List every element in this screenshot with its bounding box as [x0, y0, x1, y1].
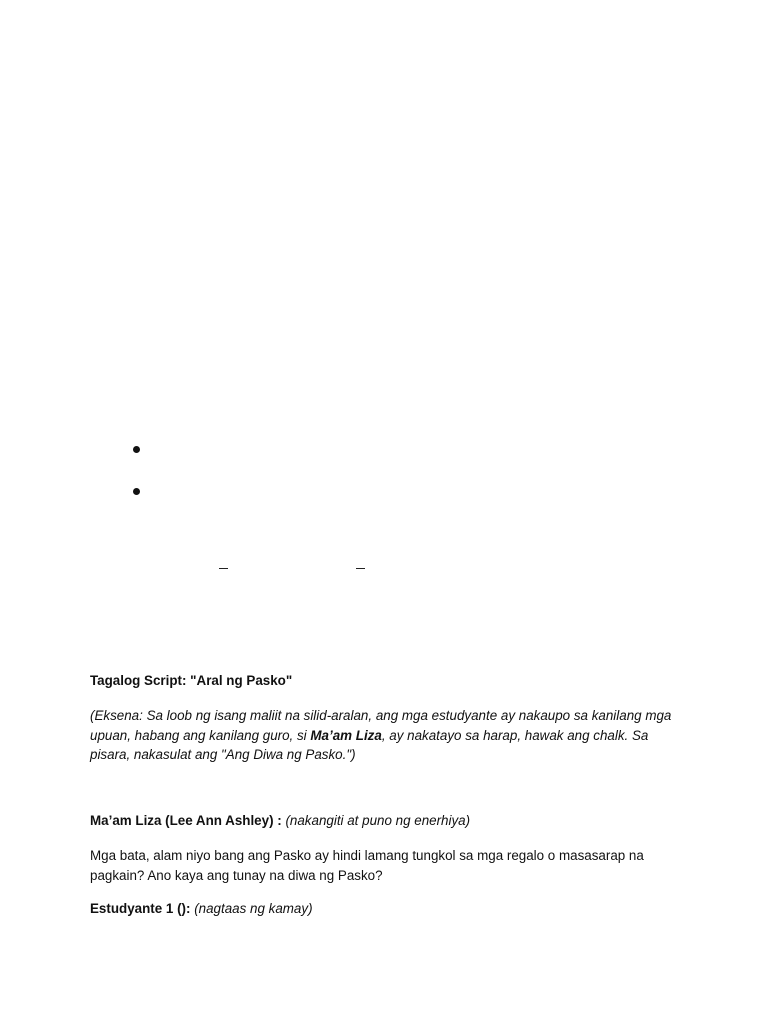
underscore-mark — [356, 568, 365, 569]
scene-text-before: (Eksena: Sa loob ng isang maliit na silid-aralan, ang mga estudyante ay nakaupo sa kanilang mga upuan, habang ang kanilang guro, si — [90, 708, 672, 743]
dialogue-text: Mga bata, alam niyo bang ang Pasko ay hindi lamang tungkol sa mga regalo o masasarap na pagkain? Ano kaya ang tunay na diwa ng Pasko? — [90, 848, 644, 883]
teacher-name: Ma’am Liza — [310, 727, 382, 743]
speaker-name: Estudyante 1 (): — [90, 901, 191, 916]
stage-direction: (nakangiti at puno ng enerhiya) — [285, 813, 471, 828]
bullet-point — [133, 488, 140, 495]
speaker-line — [90, 899, 690, 919]
bullet-point — [133, 446, 140, 453]
script-title: Tagalog Script: "Aral ng Pasko" — [90, 673, 293, 688]
scene-text-after: , ay nakatayo sa harap, hawak ang chalk. Sa pisara, nakasulat ang "Ang Diwa ng Pasko.") — [90, 727, 649, 762]
speaker-line — [90, 811, 690, 831]
underscore-mark — [219, 568, 228, 569]
speaker-name: Ma’am Liza (Lee Ann Ashley) : — [90, 813, 282, 828]
stage-direction: (nagtaas ng kamay) — [194, 901, 313, 916]
scene-description — [90, 706, 690, 765]
